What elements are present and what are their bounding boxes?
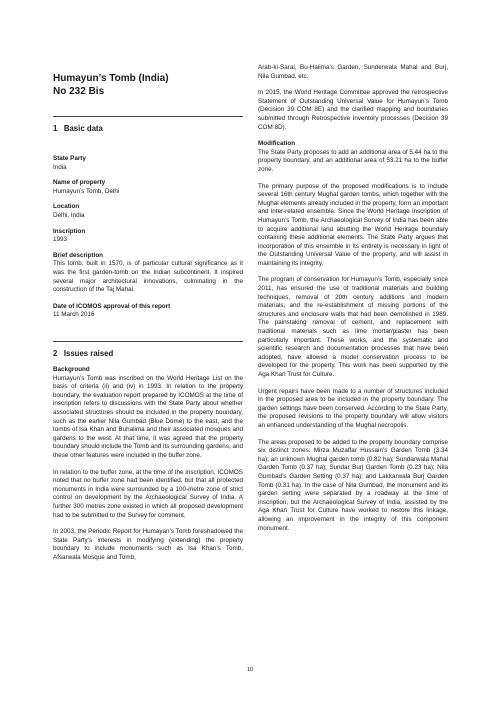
brief-description-text: This tomb, built in 1570, is of particular cultural significance as it was the first garden-tomb on the Indian subcontinent. It inspired several major architectural innovations, culminating in the construction of the Taj Mahal. — [53, 260, 243, 294]
left-body-column — [53, 366, 243, 562]
section-2-title: Issues raised — [63, 349, 114, 358]
right-paragraph: The program of conservation for Humayun’s Tomb, especially since 2011, has ensured the use of traditional materials and building techniques, removal of 20th century additions and modern materials, and the re-establishment of missing portions of the structures and enclosure walls that had been demolished in 1989. The painstaking removal of cement, and replacement with traditional materials such as lime mortar/plaster has been particularly important. These works, and the systematic and scientific research and documentation processes that have been adopted, have allowed a model conservation process to be developed for the property. This work has been supported by the Aga Khan Trust for Culture. — [258, 276, 448, 378]
section-1-heading — [53, 124, 103, 133]
property-name-value: Humayun’s Tomb, Delhi — [53, 187, 120, 195]
section-1-number: 1 — [53, 124, 58, 133]
property-name-label: Name of property — [53, 179, 106, 187]
icomos-approval-label: Date of ICOMOS approval of this report — [53, 302, 171, 310]
state-party-value: India — [53, 163, 67, 171]
document-title — [53, 72, 169, 98]
section-2-number: 2 — [53, 349, 58, 358]
title-line-2: No 232 Bis — [53, 86, 105, 97]
background-label: Background — [53, 366, 90, 373]
modification-label: Modification — [258, 140, 296, 148]
right-paragraph: The primary purpose of the proposed modifications is to include several 16th century Mughal garden tombs, which together with the Mughal elements already included in the property, form an important and inter-related ensemble. Since the World Heritage inscription of Humayun’s Tomb, the Archaeological Survey of India has been able to acquire additional land abutting the World Heritage boundary containing these additional elements. The State Party argues that incorporation of this ensemble in its entirety is necessary in light of the Outstanding Universal Value of the property, and will assist in maintaining its integrity. — [258, 182, 448, 267]
inscription-label: Inscription — [53, 227, 86, 235]
icomos-approval-value: 11 March 2016 — [53, 311, 95, 319]
left-paragraph: In 2003, the Periodic Report for Humayan’s Tomb foreshadowed the State Party’s interests in modifying (extending) the property boundary to include monuments such as Isa Khan’s Tomb, Afsarwala Mosque and Tomb, — [53, 528, 243, 561]
state-party-label: State Party — [53, 155, 86, 162]
page-number: 10 — [246, 667, 254, 673]
brief-description-label: Brief description — [53, 251, 104, 259]
inscription-value: 1993 — [53, 236, 68, 244]
basic-data-block — [53, 155, 243, 320]
title-line-1: Humayun’s Tomb (India) — [53, 73, 169, 84]
location-value: Delhi, India — [53, 211, 85, 219]
section-2-heading — [53, 349, 113, 358]
left-paragraph: Humayun’s Tomb was inscribed on the World Heritage List on the basis of criteria (ii) and (iv) in 1993. In relation to the property boundary, the evaluation report prepared by ICOMOS at the time of inscription refers to discussions with the State Party about whether associated structures should be included in the property boundary, such as the earlier Nila Gumbad (Blue Dome) to the east, and the tombs of Isa Khan and Buhalima and their associated mosques and gardens to the west. At that time, it was agreed that the property boundary should include the Tomb and its surrounding gardens, and these other features were included in the buffer zone. — [53, 374, 243, 459]
right-paragraph: Urgent repairs have been made to a number of structures included in the proposed area to be included in the property boundary. The garden settings have been conserved. According to the State Party, the proposed revisions to the property boundary will allow visitors an enhanced understanding of the Mughal necropolis. — [258, 387, 448, 429]
right-paragraph: The areas proposed to be added to the property boundary comprise six distinct zones: Mirza Muzaffar Hussain’s Garden Tomb (3.34 ha); an unknown Mughal garden tomb (0.82 ha); Sundarwala Mahal Garden Tomb (0.37 ha); Sundar Burj Garden Tomb (0.23 ha); Nila Gumbad’s Garden Setting (0.37 ha); and Lakkarwala Burj Garden Tomb (0.31 ha). In the case of Nila Gumbad, the monument and its garden setting were separated by a roadway at the time of inscription, but the Archaeological Survey of India, assisted by the Aga Khan Trust for Culture have worked to restore this linkage, allowing an improvement in the integrity of this component monument. — [258, 438, 448, 532]
section-2-rule — [53, 341, 243, 342]
location-label: Location — [53, 203, 80, 211]
right-paragraph: In 2015, the World Heritage Committee approved the retrospective Statement of Outstanding Universal Value for Humayun’s Tomb (Decision 39 COM 8E) and the clarified mapping and boundaries submitted through Retrospective Inventory processes (Decision 39 COM 8D). — [258, 89, 448, 131]
section-1-rule — [53, 116, 243, 117]
right-paragraph: Arab-ki-Sarai, Bu-Halima’s Garden, Sunderwala Mahal and Burj, Nila Gumbad, etc. — [258, 64, 448, 80]
modification-text: The State Party proposes to add an additional area of 5.44 ha to the property boundary, and an additional area of 53.21 ha to the buffer zone. — [258, 148, 448, 173]
section-1-title: Basic data — [63, 124, 103, 133]
right-body-column — [258, 64, 448, 533]
left-paragraph: In relation to the buffer zone, at the time of the inscription, ICOMOS noted that no buffer zone had been identified, but that all protected monuments in India were surrounded by a 100-metre zone of strict control on development by the Archaeological Survey of India. A further 300 metres zone existed in which all proposed development had to be submitted to the Survey for comment. — [53, 468, 243, 519]
